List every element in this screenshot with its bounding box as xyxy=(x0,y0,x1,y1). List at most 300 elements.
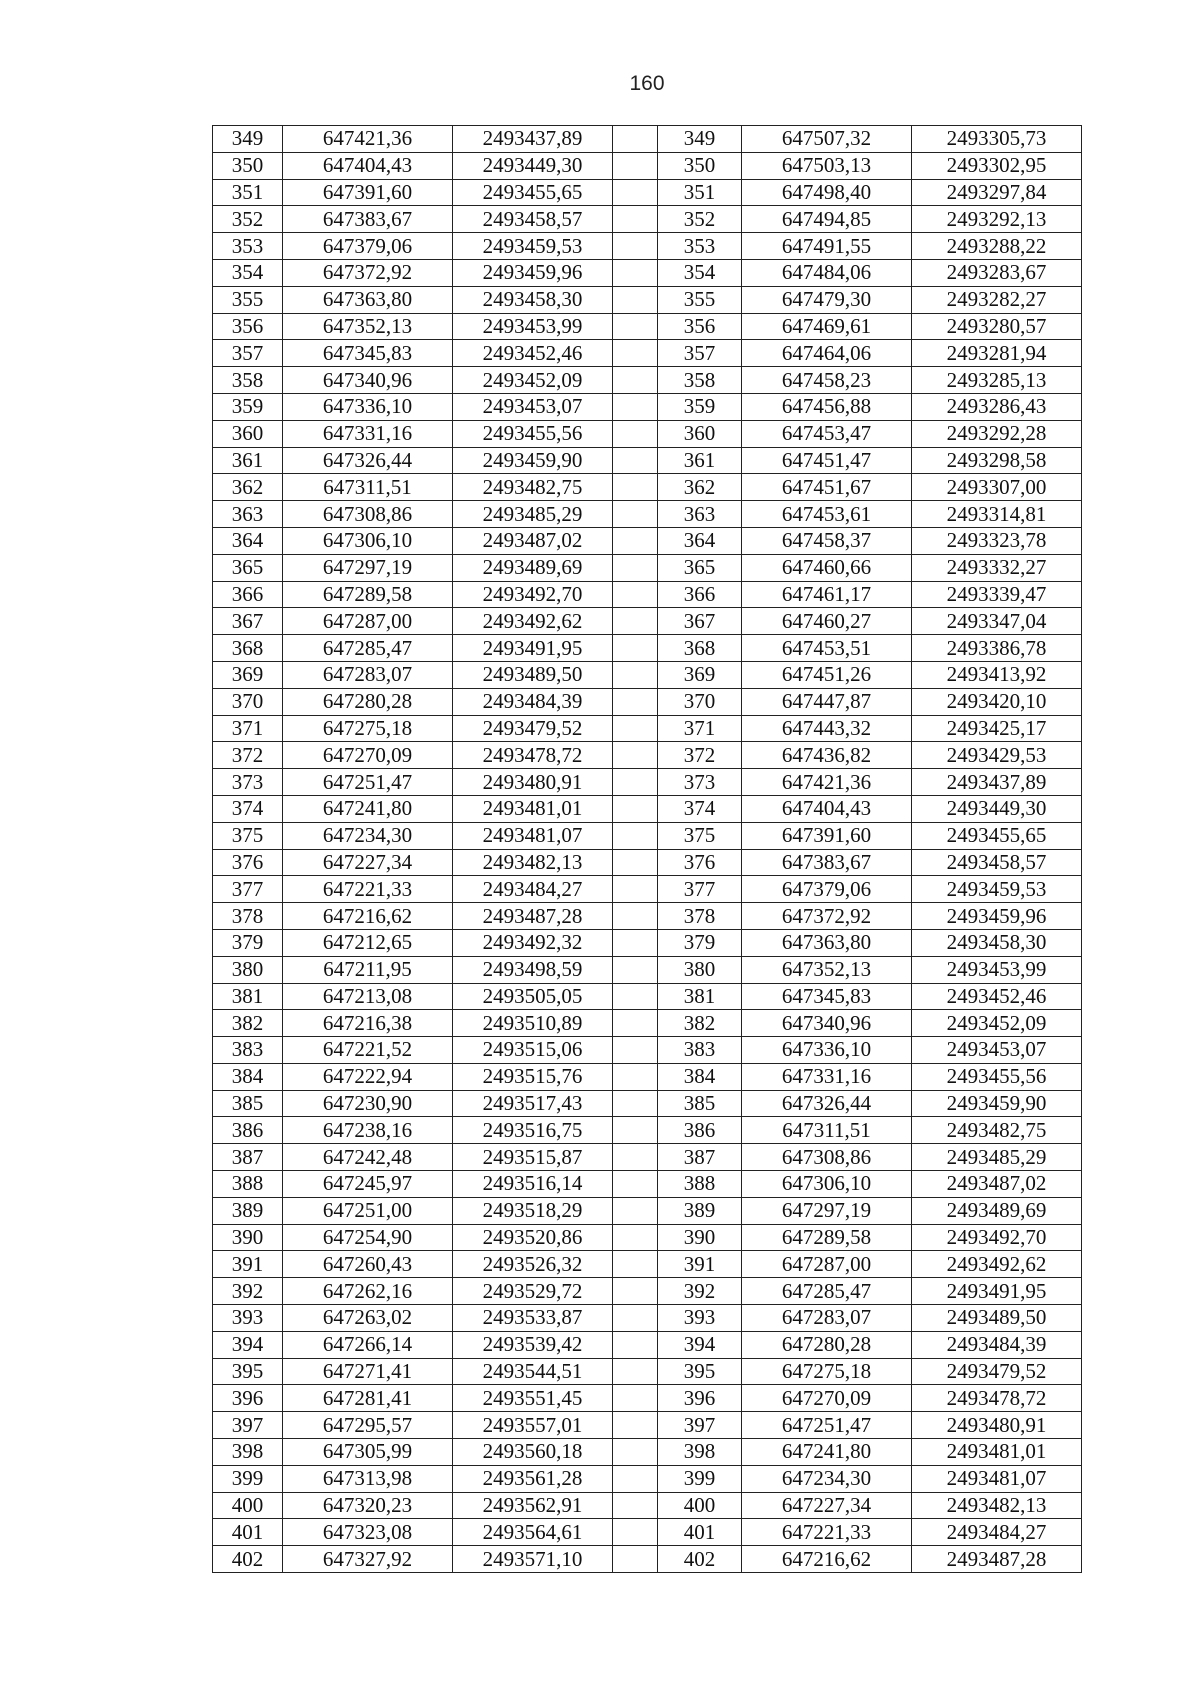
y-coordinate-right: 2493297,84 xyxy=(912,179,1082,206)
table-row xyxy=(213,635,1082,662)
point-number-left: 401 xyxy=(213,1519,283,1546)
point-number-left: 393 xyxy=(213,1305,283,1332)
x-coordinate-left: 647212,65 xyxy=(283,929,453,956)
x-coordinate-left: 647216,62 xyxy=(283,903,453,930)
y-coordinate-left: 2493515,87 xyxy=(453,1144,613,1171)
x-coordinate-right: 647289,58 xyxy=(742,1224,912,1251)
x-coordinate-left: 647352,13 xyxy=(283,313,453,340)
x-coordinate-left: 647285,47 xyxy=(283,635,453,662)
x-coordinate-right: 647287,00 xyxy=(742,1251,912,1278)
spacer-cell xyxy=(613,795,658,822)
x-coordinate-left: 647326,44 xyxy=(283,447,453,474)
x-coordinate-left: 647266,14 xyxy=(283,1331,453,1358)
y-coordinate-right: 2493484,27 xyxy=(912,1519,1082,1546)
spacer-cell xyxy=(613,340,658,367)
y-coordinate-right: 2493482,75 xyxy=(912,1117,1082,1144)
y-coordinate-right: 2493455,56 xyxy=(912,1063,1082,1090)
point-number-left: 386 xyxy=(213,1117,283,1144)
table-row xyxy=(213,1439,1082,1466)
x-coordinate-left: 647270,09 xyxy=(283,742,453,769)
spacer-cell xyxy=(613,1117,658,1144)
x-coordinate-right: 647234,30 xyxy=(742,1465,912,1492)
point-number-left: 363 xyxy=(213,501,283,528)
point-number-left: 360 xyxy=(213,420,283,447)
point-number-right: 375 xyxy=(658,822,742,849)
table-row xyxy=(213,1090,1082,1117)
y-coordinate-right: 2493420,10 xyxy=(912,688,1082,715)
point-number-right: 374 xyxy=(658,795,742,822)
y-coordinate-right: 2493459,90 xyxy=(912,1090,1082,1117)
y-coordinate-left: 2493498,59 xyxy=(453,956,613,983)
y-coordinate-right: 2493314,81 xyxy=(912,501,1082,528)
point-number-right: 360 xyxy=(658,420,742,447)
point-number-left: 377 xyxy=(213,876,283,903)
x-coordinate-right: 647491,55 xyxy=(742,233,912,260)
x-coordinate-left: 647222,94 xyxy=(283,1063,453,1090)
spacer-cell xyxy=(613,581,658,608)
x-coordinate-left: 647345,83 xyxy=(283,340,453,367)
x-coordinate-right: 647451,47 xyxy=(742,447,912,474)
x-coordinate-right: 647458,37 xyxy=(742,527,912,554)
point-number-right: 352 xyxy=(658,206,742,233)
x-coordinate-right: 647469,61 xyxy=(742,313,912,340)
y-coordinate-left: 2493489,50 xyxy=(453,661,613,688)
spacer-cell xyxy=(613,447,658,474)
y-coordinate-left: 2493560,18 xyxy=(453,1439,613,1466)
spacer-cell xyxy=(613,661,658,688)
x-coordinate-left: 647221,52 xyxy=(283,1037,453,1064)
y-coordinate-right: 2493386,78 xyxy=(912,635,1082,662)
point-number-right: 402 xyxy=(658,1546,742,1573)
spacer-cell xyxy=(613,152,658,179)
point-number-left: 362 xyxy=(213,474,283,501)
y-coordinate-left: 2493484,39 xyxy=(453,688,613,715)
spacer-cell xyxy=(613,903,658,930)
point-number-right: 377 xyxy=(658,876,742,903)
spacer-cell xyxy=(613,849,658,876)
y-coordinate-right: 2493305,73 xyxy=(912,126,1082,153)
table-row xyxy=(213,1197,1082,1224)
spacer-cell xyxy=(613,635,658,662)
point-number-left: 366 xyxy=(213,581,283,608)
x-coordinate-left: 647305,99 xyxy=(283,1439,453,1466)
spacer-cell xyxy=(613,393,658,420)
point-number-left: 389 xyxy=(213,1197,283,1224)
y-coordinate-right: 2493449,30 xyxy=(912,795,1082,822)
spacer-cell xyxy=(613,956,658,983)
spacer-cell xyxy=(613,367,658,394)
y-coordinate-left: 2493529,72 xyxy=(453,1278,613,1305)
y-coordinate-left: 2493459,96 xyxy=(453,259,613,286)
x-coordinate-right: 647326,44 xyxy=(742,1090,912,1117)
table-row xyxy=(213,152,1082,179)
y-coordinate-left: 2493571,10 xyxy=(453,1546,613,1573)
point-number-left: 353 xyxy=(213,233,283,260)
x-coordinate-left: 647238,16 xyxy=(283,1117,453,1144)
table-row xyxy=(213,1519,1082,1546)
y-coordinate-right: 2493492,70 xyxy=(912,1224,1082,1251)
table-row xyxy=(213,179,1082,206)
point-number-left: 384 xyxy=(213,1063,283,1090)
point-number-left: 350 xyxy=(213,152,283,179)
x-coordinate-right: 647458,23 xyxy=(742,367,912,394)
table-row xyxy=(213,983,1082,1010)
point-number-right: 368 xyxy=(658,635,742,662)
table-row xyxy=(213,769,1082,796)
y-coordinate-left: 2493515,76 xyxy=(453,1063,613,1090)
point-number-right: 376 xyxy=(658,849,742,876)
point-number-right: 363 xyxy=(658,501,742,528)
point-number-left: 391 xyxy=(213,1251,283,1278)
x-coordinate-left: 647308,86 xyxy=(283,501,453,528)
y-coordinate-right: 2493292,28 xyxy=(912,420,1082,447)
x-coordinate-right: 647251,47 xyxy=(742,1412,912,1439)
x-coordinate-right: 647464,06 xyxy=(742,340,912,367)
point-number-left: 367 xyxy=(213,608,283,635)
x-coordinate-right: 647340,96 xyxy=(742,1010,912,1037)
spacer-cell xyxy=(613,822,658,849)
x-coordinate-right: 647436,82 xyxy=(742,742,912,769)
y-coordinate-right: 2493459,53 xyxy=(912,876,1082,903)
table-row xyxy=(213,1010,1082,1037)
y-coordinate-left: 2493487,28 xyxy=(453,903,613,930)
x-coordinate-right: 647503,13 xyxy=(742,152,912,179)
point-number-left: 397 xyxy=(213,1412,283,1439)
y-coordinate-left: 2493452,46 xyxy=(453,340,613,367)
x-coordinate-right: 647484,06 xyxy=(742,259,912,286)
spacer-cell xyxy=(613,420,658,447)
point-number-left: 374 xyxy=(213,795,283,822)
x-coordinate-right: 647453,61 xyxy=(742,501,912,528)
spacer-cell xyxy=(613,1171,658,1198)
spacer-cell xyxy=(613,527,658,554)
point-number-right: 362 xyxy=(658,474,742,501)
spacer-cell xyxy=(613,1519,658,1546)
point-number-left: 399 xyxy=(213,1465,283,1492)
point-number-right: 356 xyxy=(658,313,742,340)
table-row xyxy=(213,447,1082,474)
table-row xyxy=(213,1144,1082,1171)
x-coordinate-left: 647421,36 xyxy=(283,126,453,153)
x-coordinate-right: 647479,30 xyxy=(742,286,912,313)
point-number-left: 349 xyxy=(213,126,283,153)
table-row xyxy=(213,929,1082,956)
y-coordinate-left: 2493487,02 xyxy=(453,527,613,554)
point-number-left: 380 xyxy=(213,956,283,983)
spacer-cell xyxy=(613,715,658,742)
y-coordinate-right: 2493458,30 xyxy=(912,929,1082,956)
y-coordinate-right: 2493480,91 xyxy=(912,1412,1082,1439)
y-coordinate-left: 2493484,27 xyxy=(453,876,613,903)
y-coordinate-left: 2493479,52 xyxy=(453,715,613,742)
x-coordinate-left: 647275,18 xyxy=(283,715,453,742)
x-coordinate-right: 647306,10 xyxy=(742,1171,912,1198)
y-coordinate-left: 2493485,29 xyxy=(453,501,613,528)
y-coordinate-left: 2493492,70 xyxy=(453,581,613,608)
y-coordinate-left: 2493526,32 xyxy=(453,1251,613,1278)
spacer-cell xyxy=(613,501,658,528)
x-coordinate-right: 647241,80 xyxy=(742,1439,912,1466)
x-coordinate-left: 647260,43 xyxy=(283,1251,453,1278)
x-coordinate-left: 647241,80 xyxy=(283,795,453,822)
spacer-cell xyxy=(613,1358,658,1385)
spacer-cell xyxy=(613,1278,658,1305)
point-number-right: 395 xyxy=(658,1358,742,1385)
y-coordinate-left: 2493489,69 xyxy=(453,554,613,581)
point-number-right: 365 xyxy=(658,554,742,581)
x-coordinate-right: 647391,60 xyxy=(742,822,912,849)
y-coordinate-right: 2493339,47 xyxy=(912,581,1082,608)
x-coordinate-right: 647507,32 xyxy=(742,126,912,153)
y-coordinate-left: 2493458,57 xyxy=(453,206,613,233)
x-coordinate-right: 647227,34 xyxy=(742,1492,912,1519)
point-number-right: 398 xyxy=(658,1439,742,1466)
y-coordinate-left: 2493481,07 xyxy=(453,822,613,849)
table-row xyxy=(213,581,1082,608)
x-coordinate-right: 647372,92 xyxy=(742,903,912,930)
point-number-left: 369 xyxy=(213,661,283,688)
spacer-cell xyxy=(613,742,658,769)
spacer-cell xyxy=(613,929,658,956)
point-number-left: 370 xyxy=(213,688,283,715)
table-row xyxy=(213,1412,1082,1439)
point-number-left: 368 xyxy=(213,635,283,662)
point-number-right: 353 xyxy=(658,233,742,260)
table-row xyxy=(213,126,1082,153)
x-coordinate-left: 647306,10 xyxy=(283,527,453,554)
table-row xyxy=(213,1465,1082,1492)
spacer-cell xyxy=(613,126,658,153)
y-coordinate-right: 2493492,62 xyxy=(912,1251,1082,1278)
point-number-right: 397 xyxy=(658,1412,742,1439)
spacer-cell xyxy=(613,688,658,715)
spacer-cell xyxy=(613,1331,658,1358)
point-number-left: 383 xyxy=(213,1037,283,1064)
table-row xyxy=(213,554,1082,581)
spacer-cell xyxy=(613,608,658,635)
x-coordinate-left: 647281,41 xyxy=(283,1385,453,1412)
point-number-right: 379 xyxy=(658,929,742,956)
x-coordinate-right: 647421,36 xyxy=(742,769,912,796)
point-number-right: 370 xyxy=(658,688,742,715)
x-coordinate-left: 647327,92 xyxy=(283,1546,453,1573)
point-number-left: 361 xyxy=(213,447,283,474)
y-coordinate-left: 2493505,05 xyxy=(453,983,613,1010)
x-coordinate-left: 647372,92 xyxy=(283,259,453,286)
y-coordinate-left: 2493480,91 xyxy=(453,769,613,796)
y-coordinate-right: 2493280,57 xyxy=(912,313,1082,340)
point-number-left: 392 xyxy=(213,1278,283,1305)
table-row xyxy=(213,715,1082,742)
table-row xyxy=(213,1037,1082,1064)
point-number-right: 400 xyxy=(658,1492,742,1519)
y-coordinate-left: 2493481,01 xyxy=(453,795,613,822)
x-coordinate-right: 647456,88 xyxy=(742,393,912,420)
y-coordinate-right: 2493453,99 xyxy=(912,956,1082,983)
point-number-right: 393 xyxy=(658,1305,742,1332)
point-number-right: 351 xyxy=(658,179,742,206)
point-number-left: 395 xyxy=(213,1358,283,1385)
y-coordinate-left: 2493459,90 xyxy=(453,447,613,474)
spacer-cell xyxy=(613,1492,658,1519)
y-coordinate-left: 2493510,89 xyxy=(453,1010,613,1037)
point-number-right: 389 xyxy=(658,1197,742,1224)
y-coordinate-right: 2493413,92 xyxy=(912,661,1082,688)
y-coordinate-right: 2493429,53 xyxy=(912,742,1082,769)
point-number-right: 399 xyxy=(658,1465,742,1492)
y-coordinate-right: 2493489,69 xyxy=(912,1197,1082,1224)
x-coordinate-right: 647352,13 xyxy=(742,956,912,983)
y-coordinate-right: 2493323,78 xyxy=(912,527,1082,554)
table-row xyxy=(213,876,1082,903)
table-row xyxy=(213,795,1082,822)
point-number-left: 372 xyxy=(213,742,283,769)
table-row xyxy=(213,1224,1082,1251)
spacer-cell xyxy=(613,1224,658,1251)
spacer-cell xyxy=(613,259,658,286)
x-coordinate-right: 647379,06 xyxy=(742,876,912,903)
y-coordinate-right: 2493479,52 xyxy=(912,1358,1082,1385)
x-coordinate-left: 647262,16 xyxy=(283,1278,453,1305)
point-number-left: 364 xyxy=(213,527,283,554)
x-coordinate-right: 647460,27 xyxy=(742,608,912,635)
x-coordinate-left: 647211,95 xyxy=(283,956,453,983)
y-coordinate-left: 2493492,32 xyxy=(453,929,613,956)
point-number-left: 354 xyxy=(213,259,283,286)
spacer-cell xyxy=(613,179,658,206)
y-coordinate-left: 2493437,89 xyxy=(453,126,613,153)
x-coordinate-left: 647242,48 xyxy=(283,1144,453,1171)
spacer-cell xyxy=(613,1063,658,1090)
table-row xyxy=(213,1331,1082,1358)
point-number-right: 357 xyxy=(658,340,742,367)
spacer-cell xyxy=(613,1305,658,1332)
point-number-left: 387 xyxy=(213,1144,283,1171)
point-number-right: 358 xyxy=(658,367,742,394)
point-number-left: 375 xyxy=(213,822,283,849)
x-coordinate-right: 647383,67 xyxy=(742,849,912,876)
x-coordinate-right: 647270,09 xyxy=(742,1385,912,1412)
point-number-right: 373 xyxy=(658,769,742,796)
y-coordinate-left: 2493539,42 xyxy=(453,1331,613,1358)
table-row xyxy=(213,661,1082,688)
point-number-left: 371 xyxy=(213,715,283,742)
spacer-cell xyxy=(613,876,658,903)
table-row xyxy=(213,903,1082,930)
y-coordinate-right: 2493484,39 xyxy=(912,1331,1082,1358)
y-coordinate-right: 2493482,13 xyxy=(912,1492,1082,1519)
spacer-cell xyxy=(613,769,658,796)
y-coordinate-right: 2493489,50 xyxy=(912,1305,1082,1332)
point-number-left: 388 xyxy=(213,1171,283,1198)
y-coordinate-left: 2493482,75 xyxy=(453,474,613,501)
y-coordinate-right: 2493282,27 xyxy=(912,286,1082,313)
y-coordinate-left: 2493551,45 xyxy=(453,1385,613,1412)
y-coordinate-right: 2493286,43 xyxy=(912,393,1082,420)
table-row xyxy=(213,527,1082,554)
point-number-right: 361 xyxy=(658,447,742,474)
x-coordinate-left: 647245,97 xyxy=(283,1171,453,1198)
x-coordinate-left: 647234,30 xyxy=(283,822,453,849)
y-coordinate-left: 2493482,13 xyxy=(453,849,613,876)
y-coordinate-left: 2493478,72 xyxy=(453,742,613,769)
point-number-left: 379 xyxy=(213,929,283,956)
x-coordinate-left: 647216,38 xyxy=(283,1010,453,1037)
y-coordinate-left: 2493515,06 xyxy=(453,1037,613,1064)
point-number-left: 381 xyxy=(213,983,283,1010)
x-coordinate-left: 647391,60 xyxy=(283,179,453,206)
point-number-right: 378 xyxy=(658,903,742,930)
point-number-left: 394 xyxy=(213,1331,283,1358)
x-coordinate-left: 647340,96 xyxy=(283,367,453,394)
y-coordinate-left: 2493516,75 xyxy=(453,1117,613,1144)
point-number-right: 372 xyxy=(658,742,742,769)
x-coordinate-right: 647308,86 xyxy=(742,1144,912,1171)
spacer-cell xyxy=(613,1197,658,1224)
y-coordinate-right: 2493478,72 xyxy=(912,1385,1082,1412)
spacer-cell xyxy=(613,1439,658,1466)
x-coordinate-right: 647498,40 xyxy=(742,179,912,206)
point-number-right: 385 xyxy=(658,1090,742,1117)
x-coordinate-left: 647320,23 xyxy=(283,1492,453,1519)
table-row xyxy=(213,822,1082,849)
x-coordinate-left: 647251,47 xyxy=(283,769,453,796)
table-row xyxy=(213,286,1082,313)
x-coordinate-right: 647451,67 xyxy=(742,474,912,501)
point-number-left: 355 xyxy=(213,286,283,313)
point-number-right: 381 xyxy=(658,983,742,1010)
x-coordinate-left: 647287,00 xyxy=(283,608,453,635)
table-row xyxy=(213,1385,1082,1412)
table-row xyxy=(213,608,1082,635)
y-coordinate-right: 2493459,96 xyxy=(912,903,1082,930)
x-coordinate-right: 647461,17 xyxy=(742,581,912,608)
y-coordinate-left: 2493557,01 xyxy=(453,1412,613,1439)
point-number-left: 358 xyxy=(213,367,283,394)
y-coordinate-left: 2493458,30 xyxy=(453,286,613,313)
y-coordinate-right: 2493285,13 xyxy=(912,367,1082,394)
y-coordinate-left: 2493518,29 xyxy=(453,1197,613,1224)
x-coordinate-left: 647363,80 xyxy=(283,286,453,313)
x-coordinate-left: 647271,41 xyxy=(283,1358,453,1385)
table-row xyxy=(213,688,1082,715)
table-row xyxy=(213,420,1082,447)
y-coordinate-right: 2493347,04 xyxy=(912,608,1082,635)
y-coordinate-right: 2493302,95 xyxy=(912,152,1082,179)
x-coordinate-left: 647251,00 xyxy=(283,1197,453,1224)
y-coordinate-left: 2493562,91 xyxy=(453,1492,613,1519)
table-row xyxy=(213,259,1082,286)
table-row xyxy=(213,474,1082,501)
point-number-right: 401 xyxy=(658,1519,742,1546)
point-number-right: 390 xyxy=(658,1224,742,1251)
y-coordinate-right: 2493458,57 xyxy=(912,849,1082,876)
y-coordinate-right: 2493455,65 xyxy=(912,822,1082,849)
spacer-cell xyxy=(613,233,658,260)
y-coordinate-left: 2493455,56 xyxy=(453,420,613,447)
x-coordinate-left: 647331,16 xyxy=(283,420,453,447)
x-coordinate-left: 647221,33 xyxy=(283,876,453,903)
point-number-left: 365 xyxy=(213,554,283,581)
x-coordinate-right: 647494,85 xyxy=(742,206,912,233)
x-coordinate-right: 647280,28 xyxy=(742,1331,912,1358)
point-number-left: 396 xyxy=(213,1385,283,1412)
point-number-left: 359 xyxy=(213,393,283,420)
table-row xyxy=(213,1117,1082,1144)
point-number-right: 359 xyxy=(658,393,742,420)
y-coordinate-left: 2493520,86 xyxy=(453,1224,613,1251)
point-number-right: 354 xyxy=(658,259,742,286)
